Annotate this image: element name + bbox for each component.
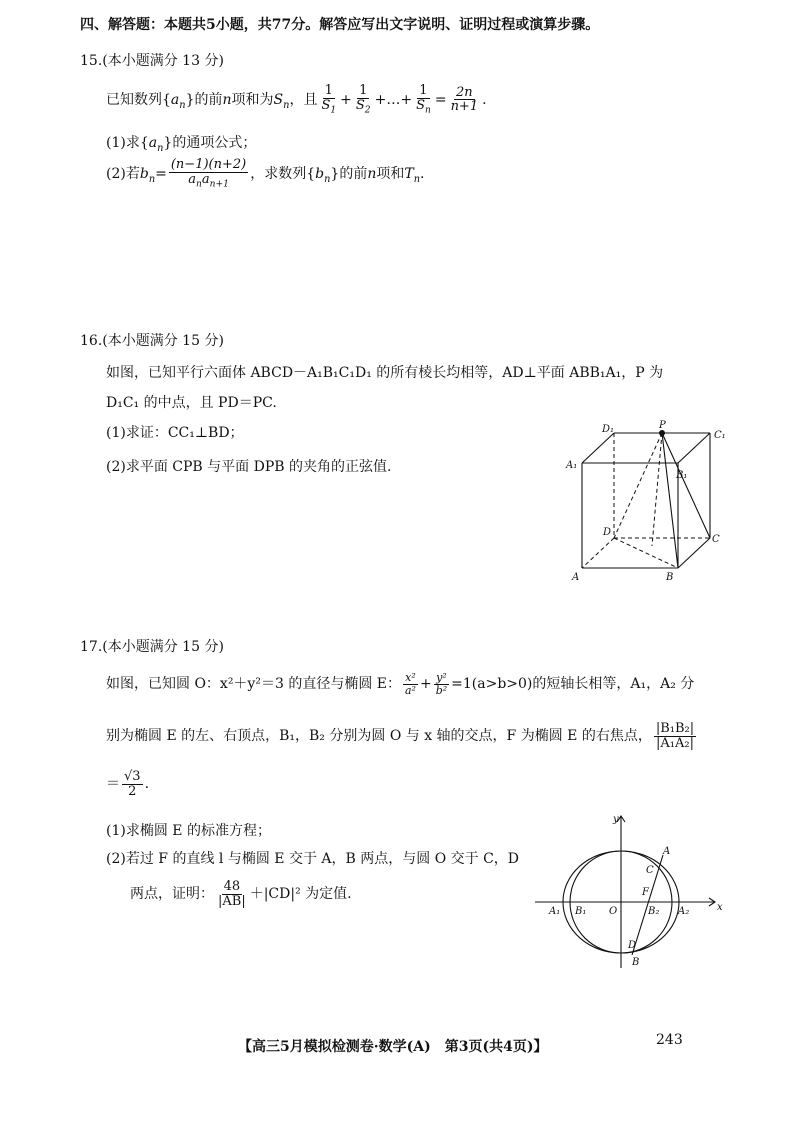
q15-score: (本小题满分 13 分)	[102, 53, 224, 69]
label-C1: C₁	[714, 430, 726, 441]
label-D1: D₁	[602, 424, 615, 435]
label-A2: A₂	[678, 906, 690, 917]
label-F: F	[642, 887, 649, 898]
q17-number: 17.	[80, 639, 103, 655]
label-A1: A₁	[566, 460, 578, 471]
label-D: D	[603, 527, 612, 538]
footer-title: 【高三5月模拟检测卷·数学(A) 第3页(共4页)】	[238, 1039, 548, 1055]
q17-line2: 别为椭圆 E 的左、右顶点，B₁，B₂ 分别为圆 O 与 x 轴的交点，F 为椭圆 E 的右焦点， $\frac{\text{|B₁B₂|}}{\text{|A₁A₂|}}$	[106, 721, 695, 751]
q16-score: (本小题满分 15 分)	[102, 333, 224, 349]
label-A: A	[572, 572, 580, 583]
q16-heading	[80, 330, 224, 350]
label-A: A	[663, 846, 671, 857]
q15-part1: (1)求$\{a_n\}$的通项公式；	[106, 135, 257, 154]
q15-heading	[80, 50, 224, 70]
q17-heading	[80, 636, 224, 656]
q17-line3: ＝ $\frac{√3}{2}$ .	[106, 769, 150, 799]
label-O: O	[609, 906, 618, 917]
label-C: C	[712, 534, 720, 545]
q16-number: 16.	[80, 333, 103, 349]
label-B1: B₁	[676, 470, 688, 481]
q17-ellipse-circle-figure	[535, 810, 735, 968]
q16-part1: (1)求证：CC₁⊥BD；	[106, 425, 244, 441]
label-B: B	[632, 957, 640, 968]
label-y: y	[613, 814, 619, 825]
q17-part2-line1: (2)若过 F 的直线 l 与椭圆 E 交于 A，B 两点，与圆 O 交于 C，D	[106, 851, 520, 867]
q17-line1: 如图，已知圆 O：x²＋y²＝3 的直径与椭圆 E： $\frac{\text{x²}}{\text{a²}}$ + $\frac{\text{y²}}{\text{b²}}$ =1(a>b>0)的短轴长相等，A₁，A₂ 分	[106, 671, 695, 697]
q16-parallelepiped-figure	[560, 418, 740, 588]
q15-number: 15.	[80, 53, 103, 69]
label-B2: B₂	[648, 906, 660, 917]
q17-part2-line2: 两点，证明： $\frac{48}{|AB|}$ ＋|CD|² 为定值.	[130, 879, 352, 909]
q15-stem: 已知数列$\{a_n\}$的前n项和为$S_n$，且 $\frac{1}{S_1}$ + $\frac{1}{S_2}$ +…+ $\frac{1}{S_n}$ = $\frac{2n}{n+1}$ .	[106, 83, 487, 116]
q17-score: (本小题满分 15 分)	[102, 639, 224, 655]
q17-part1: (1)求椭圆 E 的标准方程；	[106, 823, 271, 839]
label-x: x	[717, 902, 723, 913]
q15-part2: (2)若$b_n=$ $\frac{(n-1)(n+2)}{a_na_{n+1}}$ ，求数列$\{b_n\}$的前n项和$T_n$.	[106, 157, 425, 190]
label-C: C	[646, 865, 654, 876]
label-B: B	[666, 572, 674, 583]
section-header: 四、解答题：本题共5小题，共77分。解答应写出文字说明、证明过程或演算步骤。	[80, 17, 600, 33]
q16-stem-line1: 如图，已知平行六面体 ABCD－A₁B₁C₁D₁ 的所有棱长均相等，AD⊥平面 ABB₁A₁，P 为	[106, 365, 664, 381]
label-P: P	[659, 420, 666, 431]
label-A1: A₁	[549, 906, 561, 917]
q16-stem-line2: D₁C₁ 的中点，且 PD＝PC.	[106, 395, 277, 411]
footer-code: 243	[656, 1032, 683, 1048]
label-B1: B₁	[575, 906, 587, 917]
q16-part2: (2)求平面 CPB 与平面 DPB 的夹角的正弦值.	[106, 459, 392, 475]
label-D: D	[628, 940, 637, 951]
